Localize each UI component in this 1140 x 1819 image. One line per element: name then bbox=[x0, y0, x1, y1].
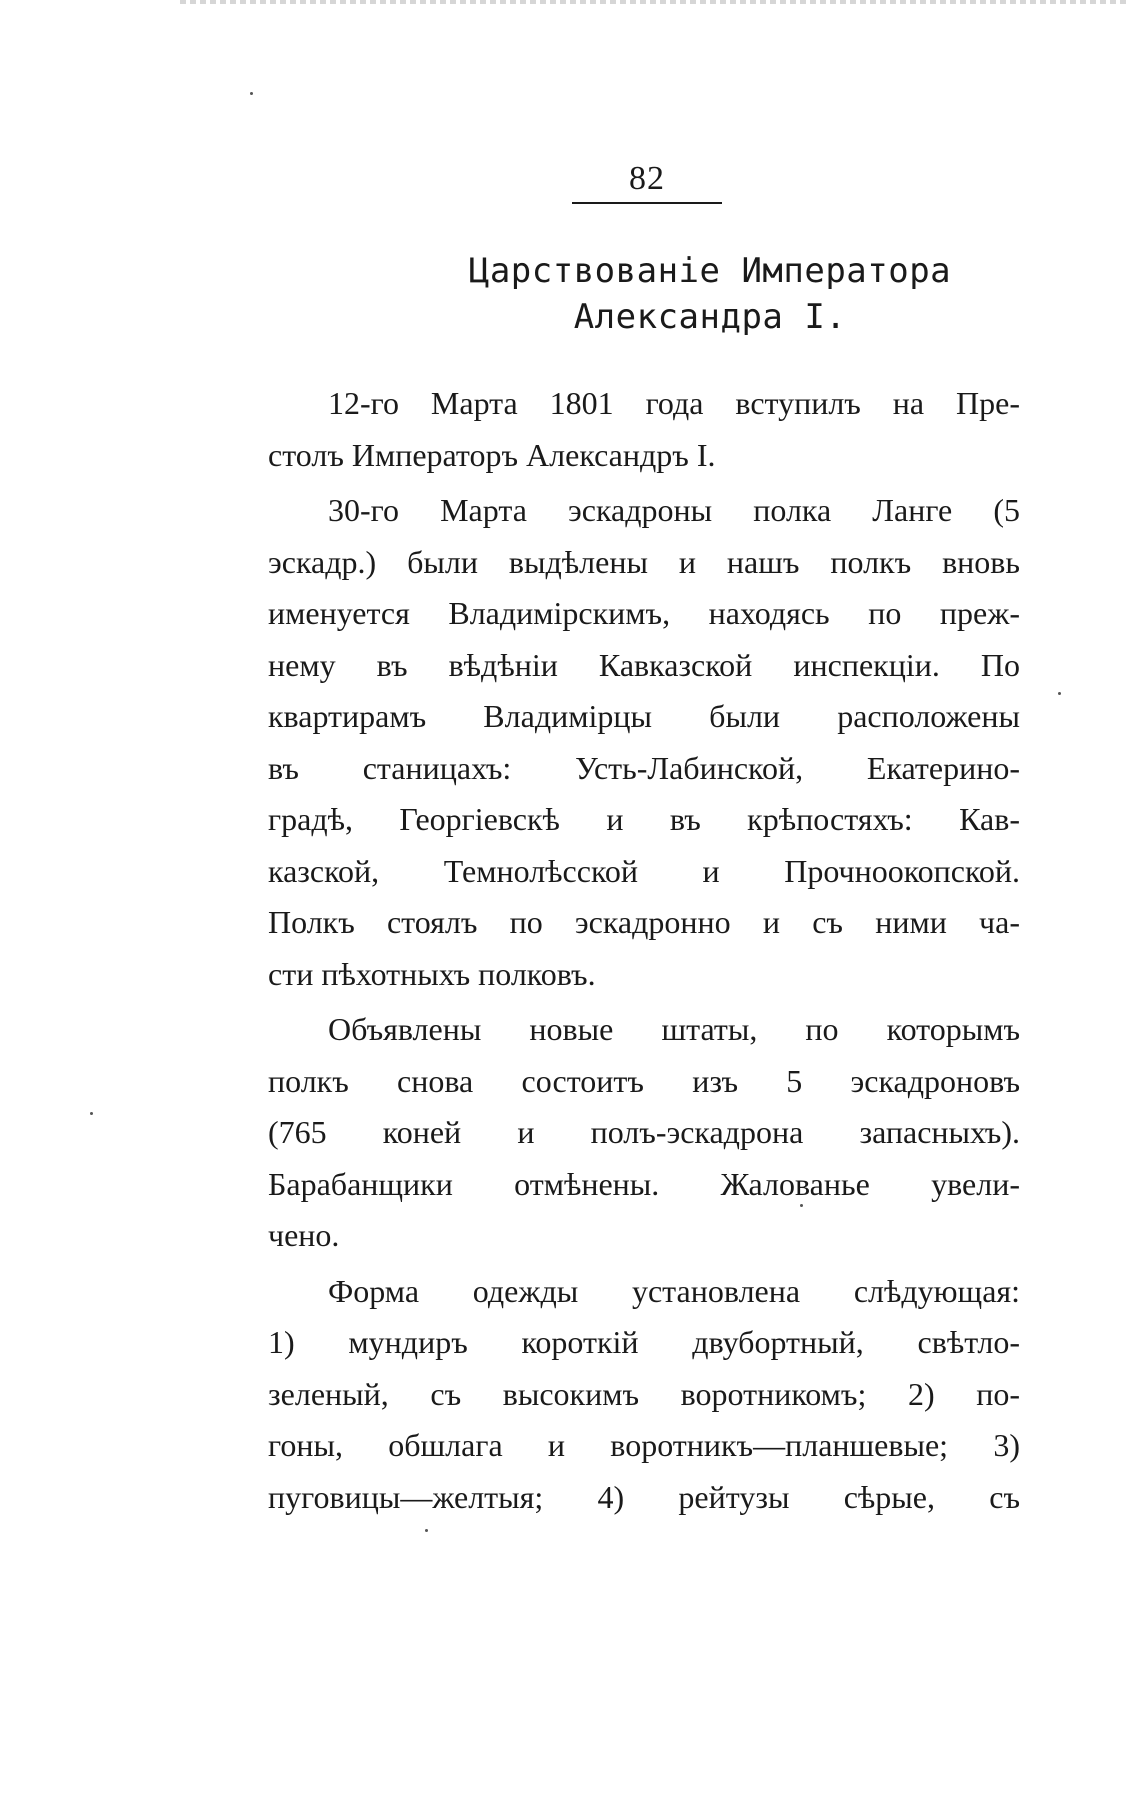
text-line: 30-го Марта эскадроны полка Ланге (5 bbox=[328, 492, 1020, 528]
scan-speck bbox=[250, 92, 253, 95]
text-line: эскадр.) были выдѣлены и нашъ полкъ вновь bbox=[268, 543, 1020, 580]
text-line: Форма одежды установлена слѣдующая: bbox=[328, 1272, 1020, 1309]
scan-speck bbox=[800, 1204, 803, 1207]
page-number-rule bbox=[572, 202, 722, 204]
text-line: столъ Императоръ Александръ I. bbox=[268, 436, 716, 473]
text-line: зеленый, съ высокимъ воротникомъ; 2) по- bbox=[268, 1375, 1020, 1412]
text-line: Барабанщики отмѣнены. Жалованье увели- bbox=[268, 1165, 1020, 1202]
text-line: (765 коней и полъ-эскадрона запасныхъ). bbox=[268, 1114, 1020, 1150]
paragraph bbox=[268, 1004, 1020, 1262]
page-number: 82 bbox=[629, 160, 665, 197]
text-line: 12-го Марта 1801 года вступилъ на Пре- bbox=[328, 385, 1020, 421]
body-text bbox=[268, 378, 1020, 1523]
text-line: гоны, обшлага и воротникъ—планшевые; 3) bbox=[268, 1427, 1020, 1463]
chapter-title-line-1: Царствованіе Императора bbox=[468, 251, 952, 291]
text-line: въ станицахъ: Усть-Лабинской, Екатерино- bbox=[268, 749, 1020, 786]
page-top-edge bbox=[180, 0, 1130, 4]
paragraph bbox=[268, 485, 1020, 1000]
text-line: пуговицы—желтыя; 4) рейтузы сѣрые, съ bbox=[268, 1478, 1020, 1515]
paragraph bbox=[268, 378, 1020, 481]
text-line: казской, Темнолѣсской и Прочноокопской. bbox=[268, 852, 1020, 889]
chapter-title bbox=[300, 248, 1120, 340]
text-line: градѣ, Георгіевскѣ и въ крѣпостяхъ: Кав- bbox=[268, 801, 1020, 837]
text-line: квартирамъ Владимірцы были расположены bbox=[268, 698, 1020, 734]
chapter-title-line-2: Александра I. bbox=[573, 297, 847, 337]
paragraph bbox=[268, 1266, 1020, 1524]
scan-speck bbox=[1058, 692, 1061, 695]
text-line: Объявлены новые штаты, по которымъ bbox=[328, 1011, 1020, 1047]
text-line: именуется Владимірскимъ, находясь по преж- bbox=[268, 595, 1020, 631]
scan-speck bbox=[90, 1112, 93, 1115]
scan-speck bbox=[425, 1529, 428, 1532]
text-line: полкъ снова состоитъ изъ 5 эскадроновъ bbox=[268, 1062, 1020, 1099]
text-line: чено. bbox=[268, 1217, 340, 1253]
text-line: нему въ вѣдѣніи Кавказской инспекціи. По bbox=[268, 646, 1020, 683]
text-line: Полкъ стоялъ по эскадронно и съ ними ча- bbox=[268, 904, 1020, 940]
text-line: сти пѣхотныхъ полковъ. bbox=[268, 955, 596, 992]
text-line: 1) мундиръ короткій двубортный, свѣтло- bbox=[268, 1324, 1020, 1360]
